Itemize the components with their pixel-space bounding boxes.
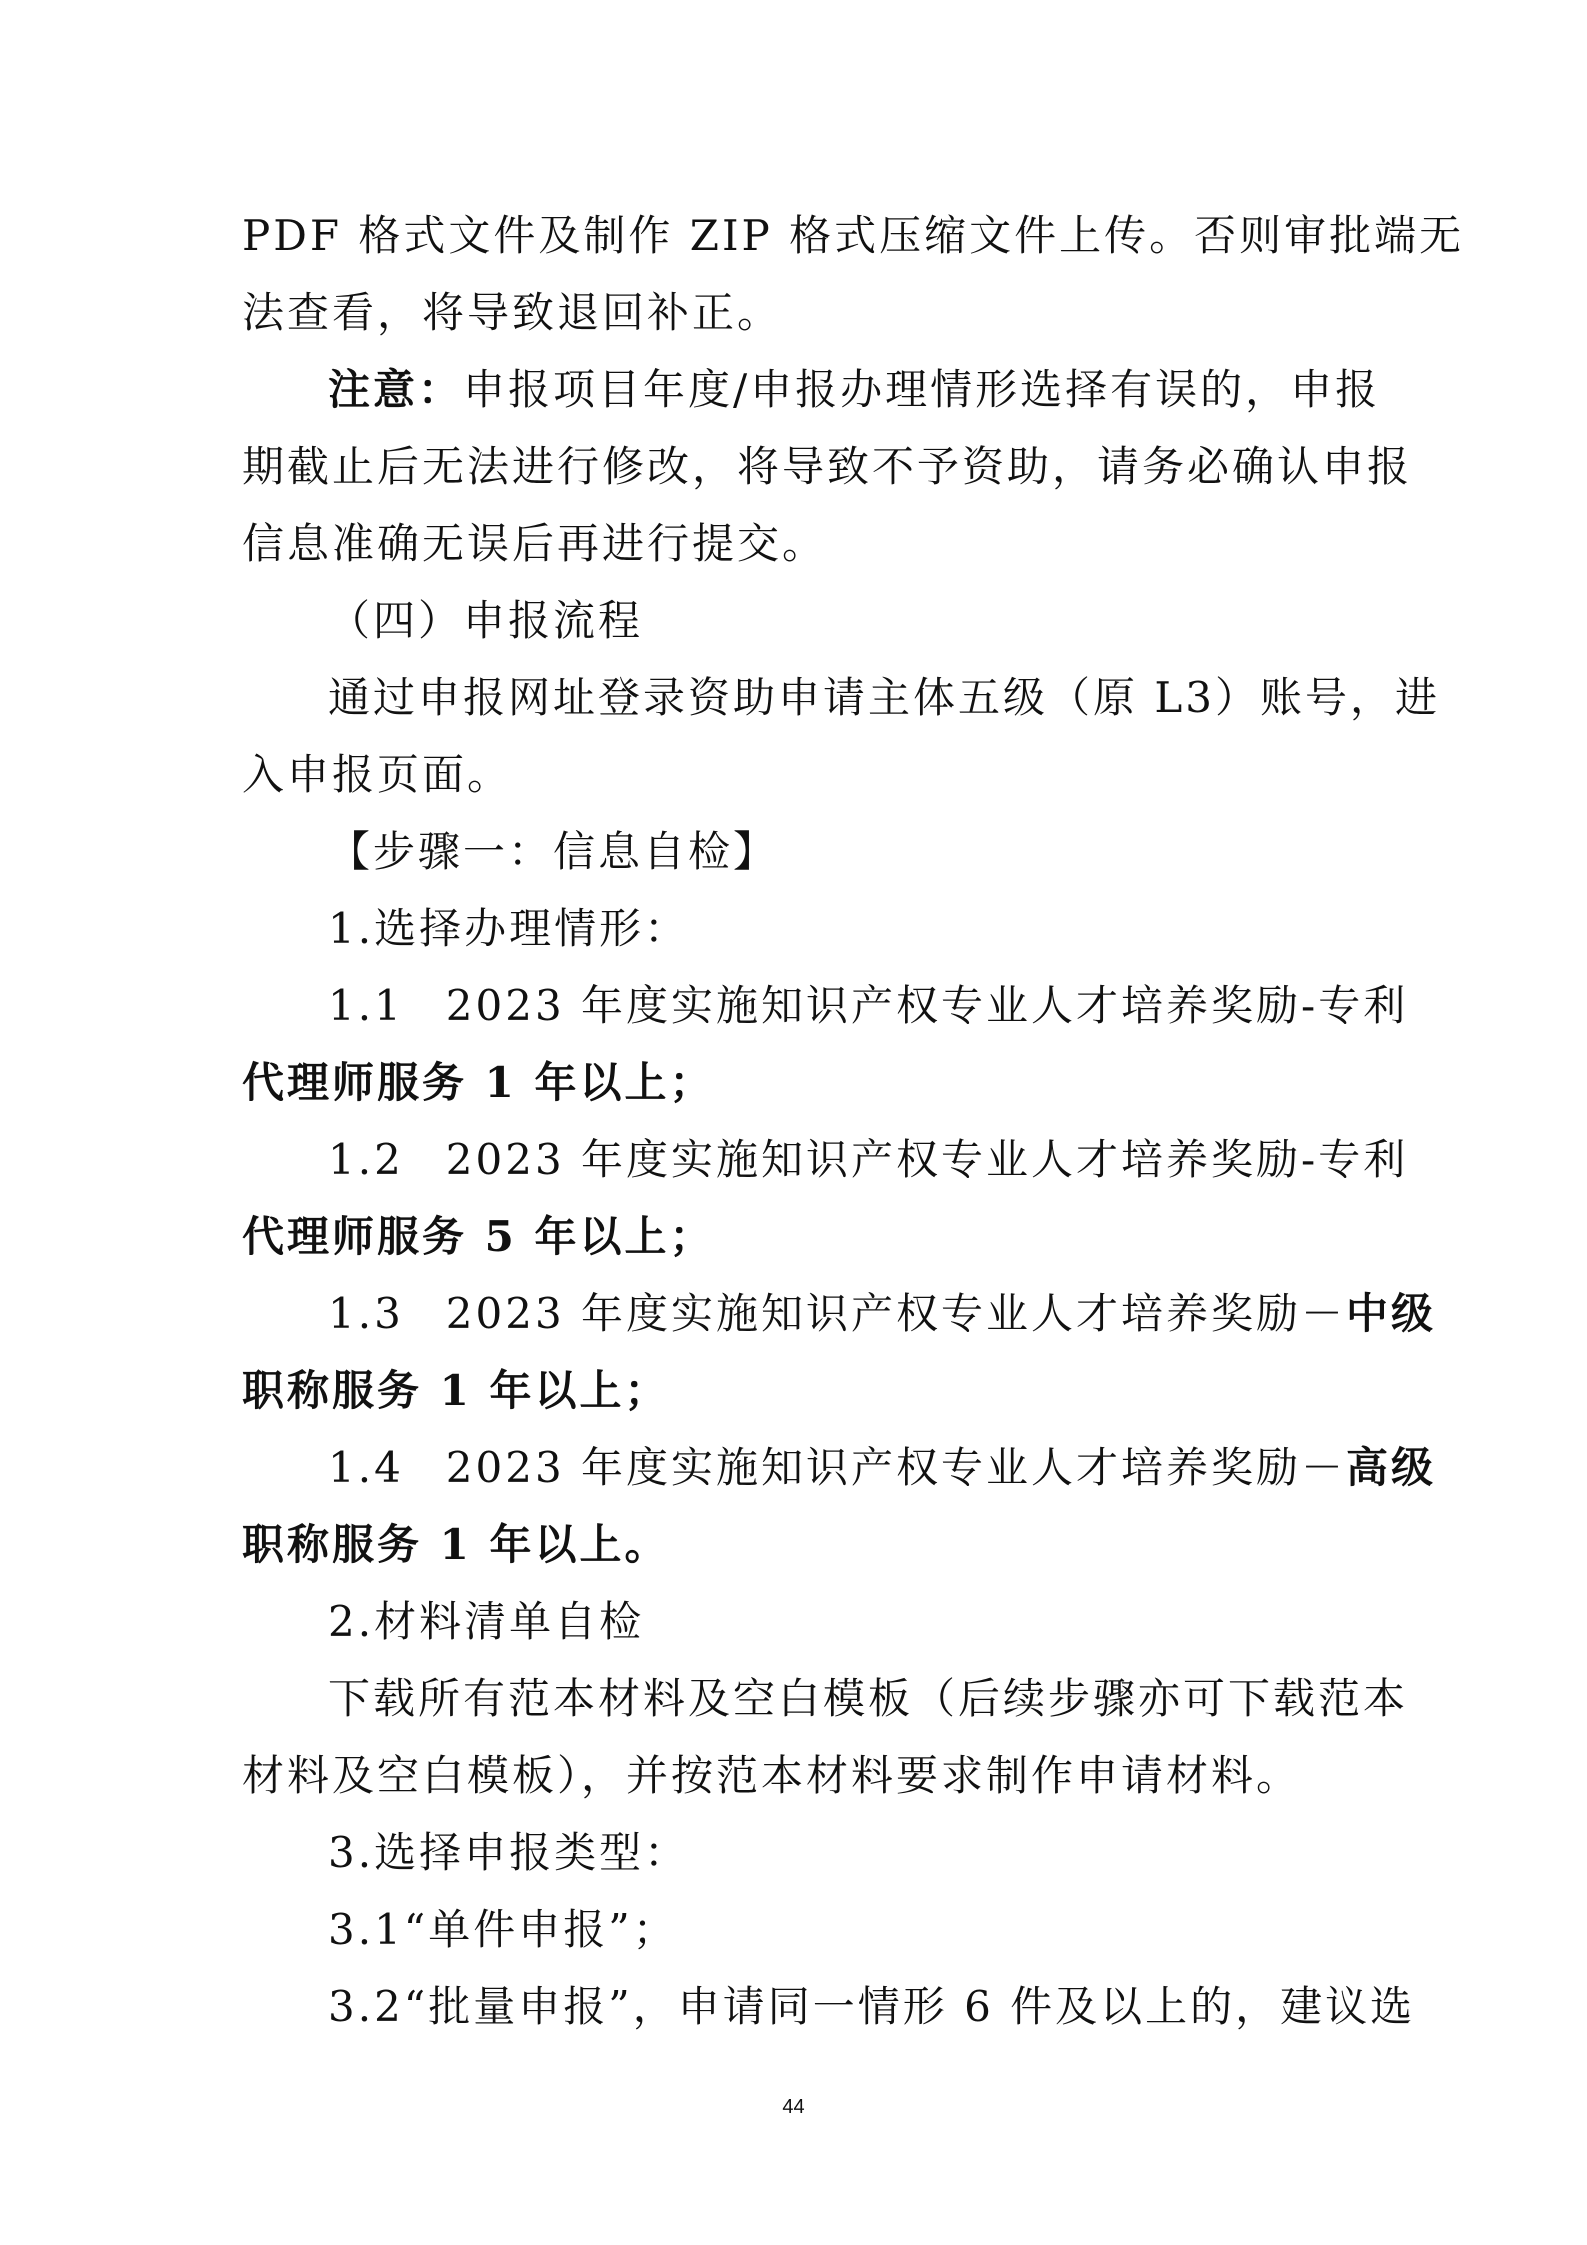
item-1-4-continuation: 职称服务 1 年以上。 (242, 1520, 670, 1569)
item-1-2-text: 2023 年度实施知识产权专业人才培养奖励-专利 (445, 1135, 1409, 1184)
item-1-3-continuation: 职称服务 1 年以上； (242, 1366, 670, 1415)
item-1-1-text: 2023 年度实施知识产权专业人才培养奖励-专利 (445, 981, 1409, 1030)
section-heading: （四）申报流程 (328, 596, 644, 645)
paragraph-line-1: PDF 格式文件及制作 ZIP 格式压缩文件上传。否则审批端无 (242, 211, 1465, 260)
item-1-3-bold-text: 中级 (1346, 1289, 1437, 1338)
paragraph-line-2: 法查看，将导致退回补正。 (242, 288, 783, 337)
item-1-3-line (328, 1284, 1437, 1344)
item-1-4-number: 1.4 (328, 1443, 404, 1492)
item-1-1-continuation: 代理师服务 1 年以上； (242, 1058, 715, 1107)
paragraph-line-27: 下载所有范本材料及空白模板（后续步骤亦可下载范本 (328, 1674, 1409, 1723)
item-3-1-line: 3.1“单件申报”； (328, 1905, 678, 1954)
paragraph-line-5: 信息准确无误后再进行提交。 (242, 519, 828, 568)
paragraph-line-4: 期截止后无法进行修改，将导致不予资助，请务必确认申报 (242, 442, 1413, 491)
page-number: 44 (782, 2096, 805, 2118)
item-1-3-number: 1.3 (328, 1289, 404, 1338)
notice-line (328, 360, 1381, 420)
item-1-3-text: 2023 年度实施知识产权专业人才培养奖励－ (445, 1289, 1347, 1338)
item-1-heading: 1.选择办理情形： (328, 904, 690, 953)
step-heading: 【步骤一：信息自检】 (328, 827, 779, 876)
notice-text: 申报项目年度/申报办理情形选择有误的，申报 (463, 365, 1381, 414)
paragraph-line-7: 通过申报网址登录资助申请主体五级（原 L3）账号，进 (328, 673, 1440, 722)
paragraph-line-28: 材料及空白模板），并按范本材料要求制作申请材料。 (242, 1751, 1302, 1800)
item-2-heading: 2.材料清单自检 (328, 1597, 645, 1646)
item-1-1-line (328, 976, 1409, 1036)
item-1-2-line (328, 1130, 1409, 1190)
item-1-1-number: 1.1 (328, 981, 404, 1030)
notice-label: 注意： (328, 365, 464, 414)
item-1-2-number: 1.2 (328, 1135, 404, 1184)
item-3-heading: 3.选择申报类型： (328, 1828, 690, 1877)
item-1-4-line (328, 1438, 1437, 1498)
item-3-2-line: 3.2“批量申报”，申请同一情形 6 件及以上的，建议选 (328, 1982, 1416, 2031)
item-1-4-bold-text: 高级 (1346, 1443, 1437, 1492)
item-1-4-text: 2023 年度实施知识产权专业人才培养奖励－ (445, 1443, 1347, 1492)
paragraph-line-8: 入申报页面。 (242, 750, 513, 799)
item-1-2-continuation: 代理师服务 5 年以上； (242, 1212, 715, 1261)
